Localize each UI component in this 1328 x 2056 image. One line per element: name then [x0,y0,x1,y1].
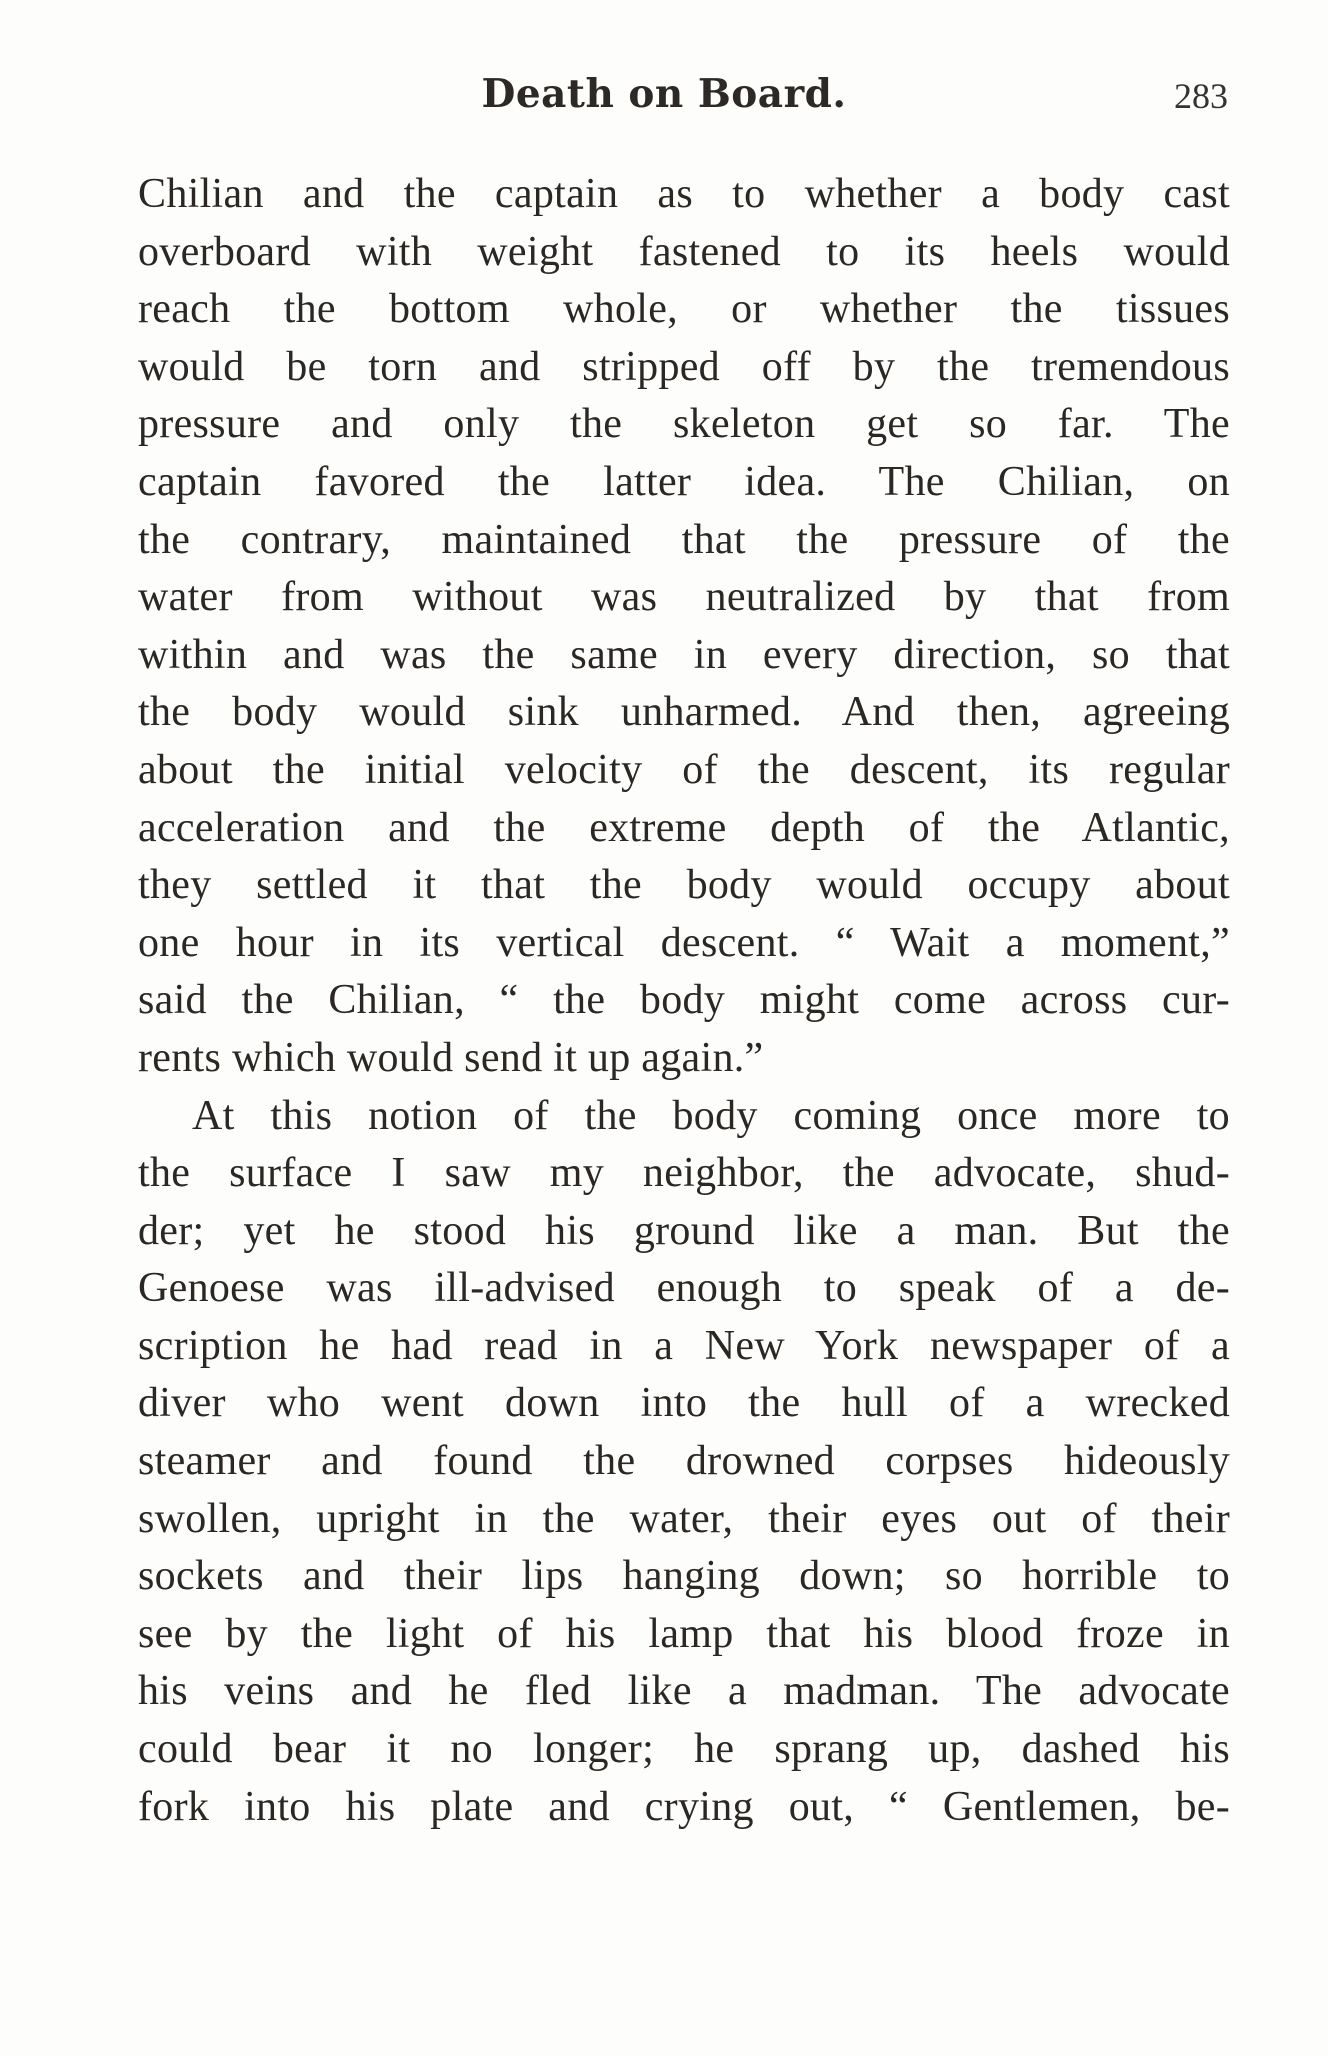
text-line: reach the bottom whole, or whether the tissues [138,286,1230,333]
text-line: within and was the same in every direction, so that [138,631,1230,678]
text-line: acceleration and the extreme depth of the Atlantic, [138,804,1230,851]
text-line: see by the light of his lamp that his blood froze in [138,1610,1230,1657]
text-line: scription he had read in a New York newspaper of a [138,1322,1230,1369]
text-line: rents which would send it up again.” [138,1034,764,1081]
text-line: sockets and their lips hanging down; so horrible to [138,1553,1230,1600]
text-line: his veins and he fled like a madman. The advocate [138,1668,1230,1715]
text-line: Genoese was ill-advised enough to speak of a de- [138,1265,1230,1312]
text-line: about the initial velocity of the descent, its regular [138,746,1230,793]
text-line: they settled it that the body would occupy about [138,862,1230,909]
text-line: diver who went down into the hull of a wrecked [138,1380,1230,1427]
text-line: Chilian and the captain as to whether a body cast [138,171,1230,217]
text-line: the surface I saw my neighbor, the advocate, shud- [138,1150,1230,1197]
text-line: the body would sink unharmed. And then, agreeing [138,689,1230,736]
text-line: water from without was neutralized by that from [138,574,1230,621]
page-number: 283 [1174,76,1228,116]
paragraph-first-line: At this notion of the body coming once more to [192,1092,1230,1139]
text-line: said the Chilian, “ the body might come across cur- [138,977,1230,1024]
text-line: der; yet he stood his ground like a man. But the [138,1207,1230,1254]
text-line: pressure and only the skeleton get so far. The [138,401,1230,448]
text-line: overboard with weight fastened to its heels would [138,228,1230,275]
text-line: one hour in its vertical descent. “ Wait a moment,” [138,919,1230,966]
text-line: could bear it no longer; he sprang up, dashed his [138,1726,1230,1773]
text-line: swollen, upright in the water, their eyes out of their [138,1495,1230,1542]
text-line: the contrary, maintained that the pressure of the [138,516,1230,563]
text-line: steamer and found the drowned corpses hideously [138,1438,1230,1485]
text-line: would be torn and stripped off by the tremendous [138,343,1230,390]
running-head [0,66,1328,122]
text-line: fork into his plate and crying out, “ Gentlemen, be- [138,1783,1230,1830]
running-head-title: Death on Board. [481,71,847,117]
text-line: captain favored the latter idea. The Chilian, on [138,458,1230,505]
body-text [138,166,1230,1836]
